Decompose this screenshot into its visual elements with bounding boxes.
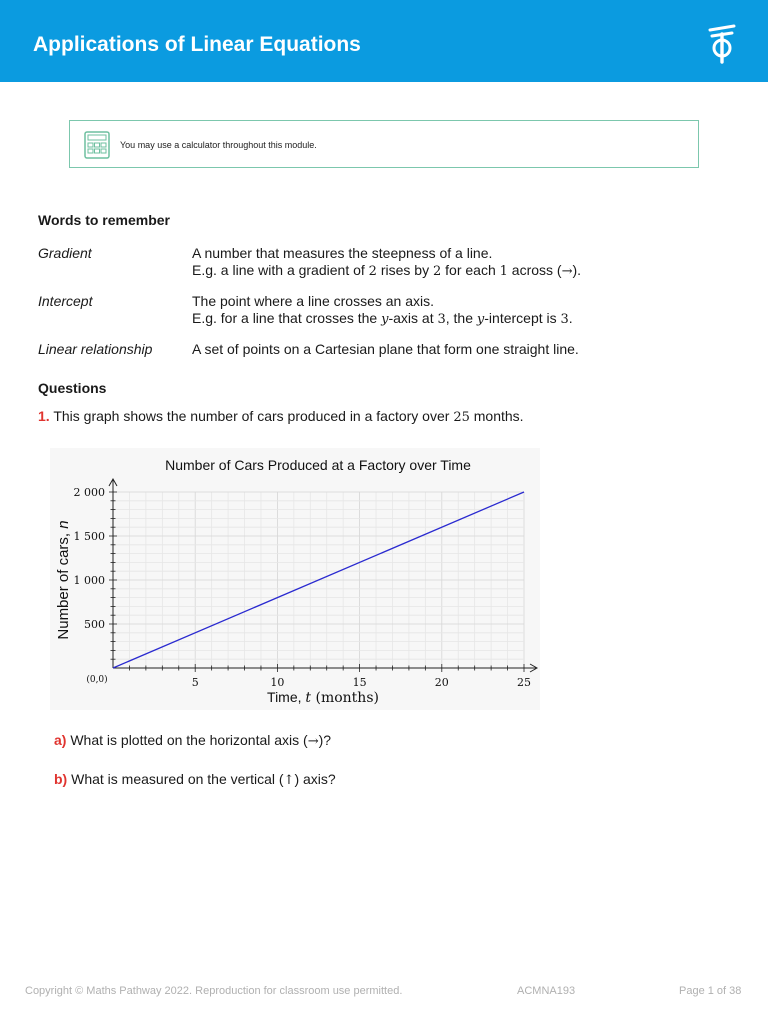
y-tick-label: 2 000 (73, 486, 105, 499)
term-linear-relationship: Linear relationship (38, 341, 153, 357)
definition-gradient (192, 245, 581, 280)
words-heading: Words to remember (38, 212, 170, 228)
question-1: 1. This graph shows the number of cars produced in a factory over 25 months. (38, 408, 524, 425)
x-tick-label: 25 (517, 676, 531, 689)
definition-line: The point where a line crosses an axis. (192, 293, 435, 309)
definition-intercept (192, 293, 573, 328)
y-tick-label: 500 (84, 618, 105, 631)
x-tick-label: 15 (352, 676, 367, 689)
x-tick-label: 10 (270, 676, 285, 689)
x-axis-label: Time, t (months) (267, 689, 379, 706)
question-1a: a) What is plotted on the horizontal axis (→)? (54, 732, 332, 749)
x-tick-label: 20 (434, 676, 449, 689)
cars-line-chart (50, 448, 540, 710)
footer-page-number: Page 1 of 38 (679, 985, 742, 997)
questions-heading: Questions (38, 380, 107, 396)
question-1b: b) What is measured on the vertical (↑) axis? (54, 771, 336, 788)
notice-text: You may use a calculator throughout this module. (120, 140, 317, 150)
footer-code: ACMNA193 (517, 985, 576, 997)
calculator-notice (69, 120, 699, 168)
origin-label: (0,0) (86, 675, 108, 685)
y-axis-label: Number of cars, n (55, 520, 72, 640)
example-line: E.g. for a line that crosses the y-axis at 3, the y-intercept is 3. (192, 310, 573, 327)
definition-linear-relationship (192, 341, 579, 358)
y-tick-label: 1 500 (73, 530, 105, 543)
term-intercept: Intercept (38, 293, 93, 309)
definition-line: A number that measures the steepness of a line. (192, 245, 493, 261)
x-tick-label: 5 (191, 676, 199, 689)
chart-title: Number of Cars Produced at a Factory over Time (165, 457, 471, 473)
page-header (0, 0, 768, 82)
example-line: E.g. a line with a gradient of 2 rises by 2 for each 1 across (→). (192, 262, 582, 279)
y-tick-label: 1 000 (73, 574, 105, 587)
page-title: Applications of Linear Equations (33, 33, 361, 56)
definition-line: A set of points on a Cartesian plane that form one straight line. (192, 341, 579, 357)
term-gradient: Gradient (38, 245, 92, 261)
footer-copyright: Copyright © Maths Pathway 2022. Reproduction for classroom use permitted. (25, 985, 403, 997)
calculator-icon (84, 131, 110, 159)
maths-pathway-logo-icon (704, 22, 740, 66)
chart-background (50, 448, 540, 710)
